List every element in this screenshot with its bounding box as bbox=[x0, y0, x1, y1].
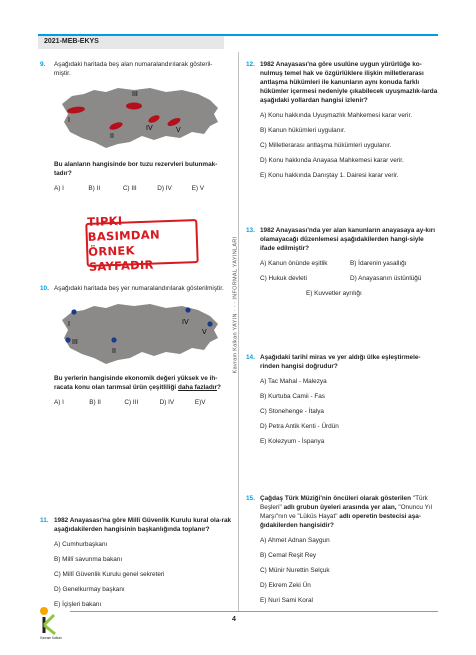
turkey-map-points bbox=[54, 298, 224, 368]
question-text: 1982 Anayasası'nda yer alan kanunların anayasaya ay-kırı olamayacağı düzenlemesi aşağıdakilerden hangi-siyle ifade edilmiştir? bbox=[260, 227, 435, 252]
option-d[interactable]: D) Genelkurmay başkanı bbox=[54, 586, 125, 593]
question-intro: Aşağıdaki haritada beş yer numaralandırılarak gösterilmiştir. bbox=[54, 285, 224, 292]
point-ii bbox=[111, 337, 116, 342]
question-14 bbox=[246, 353, 440, 446]
question-number: 11. bbox=[40, 517, 49, 524]
turkey-map-shape bbox=[62, 304, 218, 364]
question-10 bbox=[40, 284, 230, 293]
map-label-i: I bbox=[68, 117, 70, 124]
option-d[interactable]: D) Konu hakkında Anayasa Mahkemesi karar verir. bbox=[260, 157, 404, 164]
option-c[interactable]: C) Stonehenge - İtalya bbox=[260, 408, 324, 415]
option-b[interactable]: B) Millî savunma bakanı bbox=[54, 556, 123, 563]
question-number: 14. bbox=[246, 354, 255, 361]
sample-page-stamp bbox=[85, 213, 198, 274]
options-row bbox=[54, 398, 230, 407]
footer-rule bbox=[70, 611, 438, 612]
question-text: 1982 Anayasası'na göre Millî Güvenlik Kurulu kural ola-rak aşağıdakilerden hangisinin başkanlığında toplanır? bbox=[54, 517, 232, 533]
map-label-ii: II bbox=[110, 133, 114, 140]
map-label-iii: III bbox=[72, 339, 78, 346]
option-c[interactable]: C) Millî Güvenlik Kurulu genel sekreteri bbox=[54, 571, 165, 578]
option-b[interactable]: B) Kurtuba Camii - Fas bbox=[260, 393, 325, 400]
question-text: 1982 Anayasası'na göre usulüne uygun yürürlüğe ko-nulmuş temel hak ve özgürlüklere ilişkin milletlerarası antlaşma hükümleri ile kanunların aynı konuda farklı hükümler içermesi nedeniyle çıkabilecek uyuşmazlık-larda aşağıdaki yollardan hangisi izlenir? bbox=[260, 61, 438, 104]
stamp-line-2: ÖRNEK SAYFADIR bbox=[88, 243, 154, 274]
logo-dot bbox=[40, 607, 48, 615]
question-13 bbox=[246, 226, 440, 298]
option-e[interactable]: E)V bbox=[194, 399, 206, 406]
option-d[interactable]: D) IV bbox=[159, 399, 175, 406]
options-row bbox=[260, 274, 440, 283]
option-e[interactable]: E) Kolezyum - İspanya bbox=[260, 438, 325, 445]
side-label-text: Kavram Kalkan YAYIN · · · INFORMAL YAYINLARI bbox=[232, 236, 238, 374]
option-c[interactable]: C) Milletlerarası antlaşma hükümleri uygulanır. bbox=[260, 142, 392, 149]
question-part: Çağdaş Türk Müziği'nin öncüleri olarak gösterilen bbox=[260, 495, 413, 502]
point-i bbox=[71, 309, 76, 314]
option-b[interactable]: B) II bbox=[89, 399, 101, 406]
option-e[interactable]: E) İçişleri bakanı bbox=[54, 601, 102, 608]
question-number: 15. bbox=[246, 495, 255, 502]
option-a[interactable]: A) I bbox=[54, 185, 64, 192]
question-12 bbox=[246, 60, 440, 180]
question-text-part: Bu yerlerin hangisinde ekonomik değeri yüksek ve ih-racata konu olan tarımsal ürün çeşitliliği bbox=[54, 375, 218, 391]
option-b[interactable]: B) İdarenin yasallığı bbox=[350, 260, 407, 267]
question-9 bbox=[40, 60, 226, 78]
question-9-stem bbox=[40, 160, 226, 193]
options-row bbox=[54, 184, 226, 193]
option-a[interactable]: A) Ahmet Adnan Saygun bbox=[260, 537, 330, 544]
turkey-map-areas bbox=[54, 82, 224, 152]
option-d[interactable]: D) IV bbox=[157, 185, 172, 192]
question-text: Aşağıdaki tarihî miras ve yer aldığı ülke eşleştirmele-rinden hangisi doğrudur? bbox=[260, 354, 421, 370]
page-number: 4 bbox=[232, 616, 236, 623]
question-number: 9. bbox=[40, 61, 46, 68]
option-a[interactable]: A) I bbox=[54, 399, 64, 406]
map-label-iv: IV bbox=[182, 319, 189, 326]
point-iv bbox=[185, 307, 190, 312]
option-a[interactable]: A) Konu hakkında Uyuşmazlık Mahkemesi karar verir. bbox=[260, 112, 413, 119]
turkey-map-shape bbox=[62, 88, 218, 148]
option-d[interactable]: D) Petra Antik Kenti - Ürdün bbox=[260, 423, 339, 430]
option-b[interactable]: B) Kanun hükümleri uygulanır. bbox=[260, 127, 346, 134]
logo-k-arms bbox=[44, 615, 55, 634]
question-underline: daha fazladır bbox=[177, 384, 218, 391]
header-rule bbox=[224, 34, 438, 36]
option-e[interactable]: E) Kuvvetler ayrılığı bbox=[306, 290, 362, 297]
question-10-stem bbox=[40, 374, 230, 407]
question-text bbox=[260, 494, 440, 530]
map-label-iii: III bbox=[132, 91, 138, 98]
option-c[interactable]: C) Münir Nurettin Selçuk bbox=[260, 567, 330, 574]
option-d[interactable]: D) Ekrem Zeki Ün bbox=[260, 582, 311, 589]
question-part: adlı operetin bestecisi aşa-ğıdakilerden hangisidir? bbox=[260, 513, 421, 529]
option-e[interactable]: E) Nuri Sami Koral bbox=[260, 597, 313, 604]
question-text: Bu alanların hangisinde bor tuzu rezervleri bulunmak-tadır? bbox=[54, 161, 218, 177]
option-e[interactable]: E) Konu hakkında Danıştay 1. Dairesi karar verir. bbox=[260, 172, 399, 179]
option-b[interactable]: B) Cemal Reşit Rey bbox=[260, 552, 317, 559]
logo-text: Kavram Kalkan bbox=[40, 636, 62, 640]
header-code: 2021-MEB-EKYS bbox=[38, 34, 224, 49]
option-c[interactable]: C) Hukuk devleti bbox=[260, 275, 307, 282]
question-end: ? bbox=[217, 384, 221, 391]
option-c[interactable]: C) III bbox=[124, 399, 139, 406]
question-15 bbox=[246, 494, 440, 605]
option-e[interactable]: E) V bbox=[191, 185, 205, 192]
map-label-i: I bbox=[68, 321, 70, 328]
side-label bbox=[225, 230, 245, 380]
question-number: 10. bbox=[40, 285, 49, 292]
map-label-v: V bbox=[176, 127, 181, 134]
point-iii bbox=[65, 337, 70, 342]
option-b[interactable]: B) II bbox=[88, 185, 101, 192]
question-text bbox=[54, 374, 230, 392]
question-number: 12. bbox=[246, 61, 255, 68]
question-quote: "Türk Beşleri" bbox=[260, 495, 428, 511]
publisher-logo bbox=[38, 605, 64, 641]
question-part: adlı grubun üyeleri arasında yer alan, bbox=[281, 504, 399, 511]
options-row bbox=[260, 259, 440, 268]
option-a[interactable]: A) Cumhurbaşkanı bbox=[54, 541, 108, 548]
area-iii bbox=[126, 103, 142, 110]
option-c[interactable]: C) III bbox=[122, 185, 137, 192]
option-a[interactable]: A) Tac Mahal - Malezya bbox=[260, 378, 327, 385]
option-a[interactable]: A) Kanun önünde eşitlik bbox=[260, 260, 328, 267]
question-number: 13. bbox=[246, 227, 255, 234]
stamp-line-1: TIPKI BASIMDAN bbox=[86, 213, 161, 244]
question-intro: Aşağıdaki haritada beş alan numaralandırılarak gösteril-miştir. bbox=[54, 61, 213, 77]
question-quote: "Onuncu Yıl Marşı"nın ve "Lüküs Hayat" bbox=[260, 504, 433, 520]
point-v bbox=[207, 321, 212, 326]
map-label-iv: IV bbox=[146, 125, 153, 132]
map-label-ii: II bbox=[112, 348, 116, 355]
map-label-v: V bbox=[202, 329, 207, 336]
question-11 bbox=[40, 516, 232, 609]
option-d[interactable]: D) Anayasanın üstünlüğü bbox=[350, 275, 422, 282]
